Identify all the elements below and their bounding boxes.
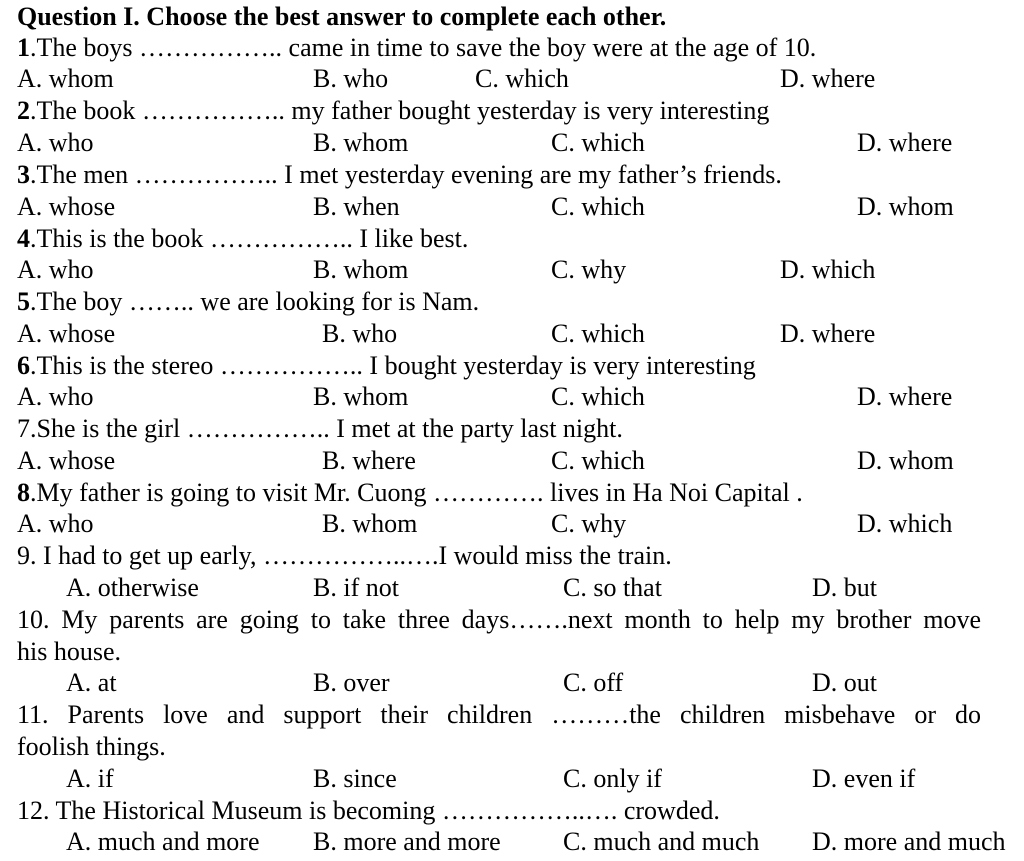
question-3-text: .The men …………….. I met yesterday evening are my father’s friends. [30, 160, 782, 189]
q12-option-d: D. more and much [812, 827, 1006, 856]
question-2-text: .The book …………….. my father bought yesterday is very interesting [30, 96, 770, 125]
question-12: 12. The Historical Museum is becoming ……………..…. crowded. [17, 796, 720, 825]
q10-option-b: B. over [313, 668, 390, 697]
q8-option-c: C. why [551, 509, 627, 538]
question-8-number: 8 [17, 478, 30, 507]
question-10-line-1: 10. My parents are going to take three days…….next month to help my brother move [17, 605, 981, 634]
q9-option-c: C. so that [563, 573, 662, 602]
q4-option-d: D. which [780, 255, 876, 284]
question-8-text: .My father is going to visit Mr. Cuong …………. lives in Ha Noi Capital . [30, 478, 803, 507]
q4-option-b: B. whom [313, 255, 409, 284]
q10-option-d: D. out [812, 668, 877, 697]
q5-option-d: D. where [780, 319, 876, 348]
question-4-text: .This is the book …………….. I like best. [30, 224, 469, 253]
q5-option-c: C. which [551, 319, 645, 348]
q4-option-a: A. who [17, 255, 94, 284]
question-7-number: 7 [17, 414, 30, 443]
q4-option-c: C. why [551, 255, 627, 284]
q1-option-b: B. who [313, 64, 389, 93]
q10-option-a: A. at [66, 668, 117, 697]
q6-option-b: B. whom [313, 382, 409, 411]
question-2-number: 2 [17, 96, 30, 125]
q5-option-a: A. whose [17, 319, 116, 348]
question-9: 9. I had to get up early, ……………..….I would miss the train. [17, 541, 672, 570]
q6-option-d: D. where [857, 382, 953, 411]
q3-option-a: A. whose [17, 192, 116, 221]
q7-option-b: B. where [322, 446, 416, 475]
q11-option-d: D. even if [812, 764, 916, 793]
q7-option-a: A. whose [17, 446, 116, 475]
q3-option-c: C. which [551, 192, 645, 221]
q11-option-c: C. only if [563, 764, 662, 793]
q3-option-d: D. whom [857, 192, 954, 221]
q1-option-c: C. which [475, 64, 569, 93]
q9-option-b: B. if not [313, 573, 399, 602]
q12-option-c: C. much and much [563, 827, 760, 856]
question-6-text: .This is the stereo …………….. I bought yesterday is very interesting [30, 351, 756, 380]
question-6-number: 6 [17, 351, 30, 380]
question-11-line-2: foolish things. [17, 732, 166, 761]
question-3 [17, 160, 782, 190]
q2-option-b: B. whom [313, 128, 409, 157]
question-7 [17, 414, 623, 444]
q10-option-c: C. off [563, 668, 624, 697]
question-4-number: 4 [17, 224, 30, 253]
q5-option-b: B. who [322, 319, 398, 348]
question-8 [17, 478, 803, 508]
q9-option-a: A. otherwise [66, 573, 199, 602]
q1-option-d: D. where [780, 64, 876, 93]
question-10-line-2: his house. [17, 637, 121, 666]
question-5-text: .The boy …….. we are looking for is Nam. [30, 287, 480, 316]
q2-option-d: D. where [857, 128, 953, 157]
q11-option-a: A. if [66, 764, 114, 793]
q9-option-d: D. but [812, 573, 877, 602]
q6-option-c: C. which [551, 382, 645, 411]
q2-option-a: A. who [17, 128, 94, 157]
question-5-number: 5 [17, 287, 30, 316]
q8-option-d: D. which [857, 509, 953, 538]
question-7-text: .She is the girl …………….. I met at the party last night. [30, 414, 623, 443]
question-1 [17, 33, 816, 63]
q1-option-a: A. whom [17, 64, 114, 93]
q7-option-c: C. which [551, 446, 645, 475]
question-3-number: 3 [17, 160, 30, 189]
q8-option-b: B. whom [322, 509, 418, 538]
q12-option-b: B. more and more [313, 827, 501, 856]
q8-option-a: A. who [17, 509, 94, 538]
q11-option-b: B. since [313, 764, 397, 793]
question-5 [17, 287, 479, 317]
q7-option-d: D. whom [857, 446, 954, 475]
question-11-line-1: 11. Parents love and support their children ………the children misbehave or do [17, 700, 981, 729]
question-4 [17, 224, 468, 254]
question-1-text: .The boys …………….. came in time to save the boy were at the age of 10. [30, 33, 817, 62]
q2-option-c: C. which [551, 128, 645, 157]
q3-option-b: B. when [313, 192, 400, 221]
question-2 [17, 96, 769, 126]
question-6 [17, 351, 756, 381]
q6-option-a: A. who [17, 382, 94, 411]
question-1-number: 1 [17, 33, 30, 62]
question-title: Question I. Choose the best answer to complete each other. [17, 2, 667, 31]
q12-option-a: A. much and more [66, 827, 260, 856]
